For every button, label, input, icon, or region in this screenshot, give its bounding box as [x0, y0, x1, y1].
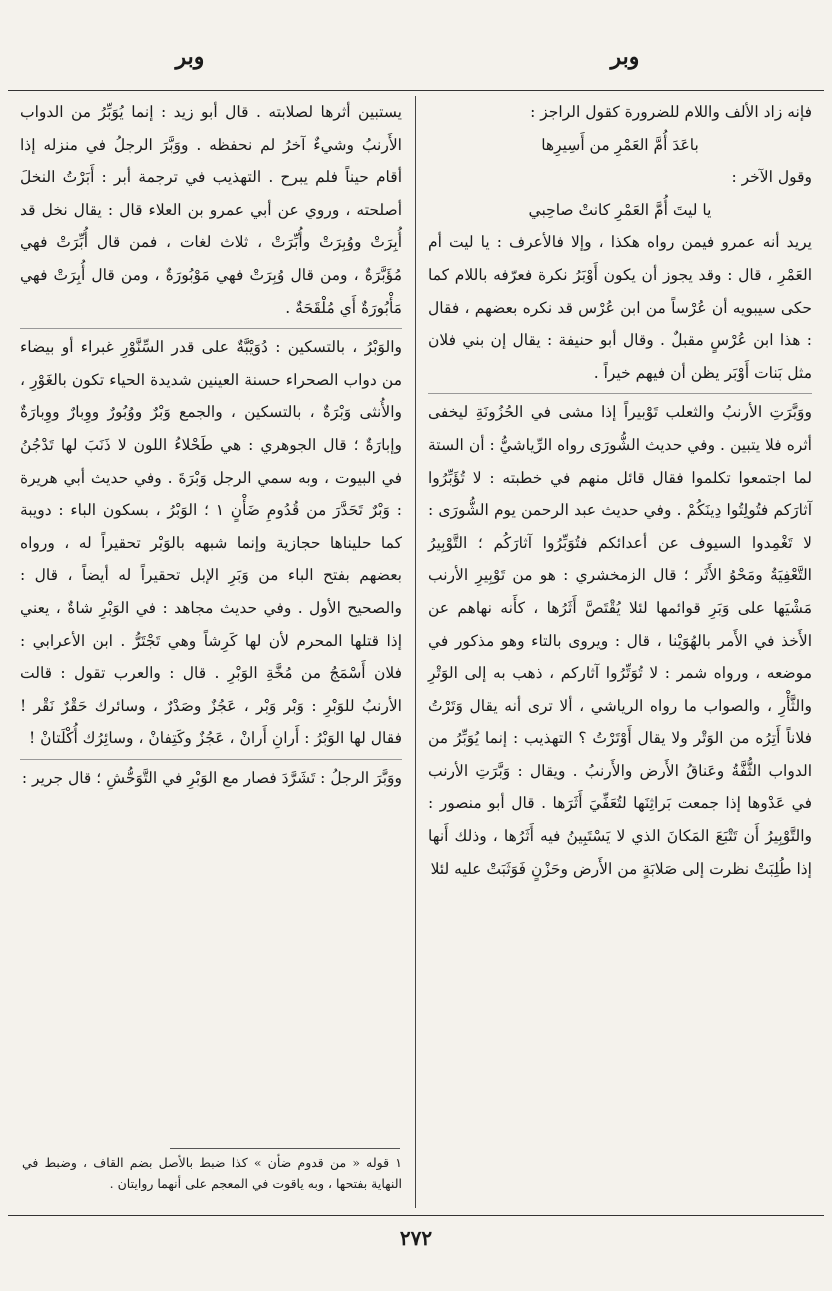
left-paragraph: يستبين أثرها لصلابته . قال أبو زيد : إنما يُوَبِّرُ من الدواب الأَرنبُ وشيءٌ آخرُ لم نحفظه . ووَبَّرَ الرجلُ في منزله إذا أقام حيناً فلم يبرح . التهذيب في ترجمة أبر : أَبَرْتُ النخلَ أصلحته ، وروي عن أبي عمرو بن العلاء قال : يقال نخل قد أُبِرَتْ ووُبِرَتْ وأُبِّرَتْ ، ثلاث لغات ، فمن قال أُبِّرَتْ فهي مُؤَبَّرَةٌ ، ومن قال وُبِرَتْ فهي مَوْبُورَةٌ ، ومن قال أُبِرَتْ فهي مَأْبُورَةٌ أَي مُلْقَحَةٌ .	[20, 103, 402, 317]
right-column	[428, 96, 812, 885]
right-paragraph: فإنه زاد الألف واللام للضرورة كقول الراجز :	[530, 103, 812, 121]
right-paragraph: ووَبَّرَتِ الأرنبُ والثعلب تَوْبيراً إذا مشى في الحُزُونَةِ ليخفى أثره فلا يتبين . وفي حديث الشُّورَى رواه الرِّياشيُّ : أن الستة لما اجتمعوا تكلموا فقال قائل منهم في خطبته : لا تُؤَبِّرُوا آثارَكم فتُولِتُوا دِينَكُمْ . وفي حديث عبد الرحمن يوم الشُّورَى : لا تَغْمِدوا السيوف عن أعدائكم فتُوَبِّرُوا آثارَكُم ؛ التَّوْبِيرُ التَّعْفِيَةُ ومَحْوُ الأَثَر ؛ قال الزمخشري : هو من تَوْبِيرِ الأرنب مَشْيَها على وَبَرِ قوائمها لئلا يُقْتَصَّ أَثَرُها ، كأَنه نهاهم عن الأَخذ في الأَمر بالهُوَيْنا ، قال : ويروى بالتاء وهو مذكور في موضعه ، ورواه شمر : لا تُوَتِّرُوا آثاركم ، ذهب به إلى الوَتْرِ والثَّأْرِ ، والصواب ما رواه الرياشي ، ألا ترى أنه يقال وَتَرْتُ فلاناً أَتِرُه من الوَتْر ولا يقال أَوْتَرْتُ ؟ التهذيب : إنما يُوَبِّرُ من الدواب الثُّفَّةُ وعَناقُ الأَرض والأَرنبُ . ويقال : وَبَّرَتِ الأرنب في عَدْوها إذا جمعت بَراثِنَها لتُعَفِّيَ أَثَرَها . قال أبو منصور : والتَّوْبِيرُ أَن تَتْبَعَ المَكانَ الذي لا يَسْتَبِينُ فيه أَثَرُها ، وذلك أَنها إذا طُلِبَتْ نظرت إلى صَلابَةٍ من الأَرض وحَزْنٍ فَوَثَبَتْ عليه لئلا	[428, 393, 812, 885]
running-header-left: وبر	[175, 44, 205, 70]
running-header-right: وبر	[610, 44, 640, 70]
verse-line: يا ليتَ أُمَّ العَمْرِ كانتْ صاحِبي	[528, 200, 712, 219]
left-paragraph: ووَبَّرَ الرجلُ : تَشَرَّدَ فصار مع الوَبْرِ في التَّوَحُّشِ ؛ قال جرير :	[20, 759, 402, 795]
footer-rule	[8, 1215, 824, 1216]
footnote: ١ قوله « من قدوم ضأن » كذا ضبط بالأصل بضم القاف ، وضبط في النهاية بفتحها ، وبه ياقوت في المعجم على أنهما روايتان .	[22, 1155, 402, 1191]
left-paragraph: والوَبْرُ ، بالتسكين : دُوَيْبَّةٌ على قدر السِّنَّوْرِ غبراء أو بيضاء من دواب الصحراء حسنة العينين شديدة الحياء تكون بالغَوْرِ ، والأُنثى وَبْرَةٌ ، بالتسكين ، والجمع وَبْرٌ ووُبُورٌ ووِبارٌ ووِبارَةٌ وإبارَةٌ ؛ قال الجوهري : هي طَحْلاءُ اللون لا ذَنَبَ لها تَدْجُنُ في البيوت ، وبه سمي الرجل وَبْرَةَ . وفي حديث أبي هريرة : وَبْرٌ تَحَدَّرَ من قُدُومِ ضَأْنٍ ١ ؛ الوَبْرُ ، بسكون الباء : دويبة كما حليناها حجازية وإنما شبهه بالوَبْر تحقيراً له ، ورواه بعضهم بفتح الباء من وَبَرِ الإبل تحقيراً له أيضاً ، قال : والصحيح الأول . وفي حديث مجاهد : في الوَبْرِ شاةٌ ، يعني إذا قتلها المحرم لأن لها كَرِشاً وهي تَجْتَرُّ . ابن الأعرابي : فلان أَسْمَجُ من مُخَّةِ الوَبْرِ . قال : والعرب تقول : قالت الأرنبُ للوَبْرِ : وَبْر وَبْر ، عَجُزٌ وصَدْرٌ ، وسائرك حَقْرٌ نَقْر ! فقال لها الوَبْرُ : أَرانِ أَرانْ ، عَجُزٌ وكَتِفانْ ، وسائِرُك أُكْلَتانْ !	[20, 328, 402, 755]
right-paragraph: يريد أنه عمرو فيمن رواه هكذا ، وإلا فالأعرف : يا ليت أم العَمْرِ ، قال : وقد يجوز أن يكون أَوْبَرُ نكرة فعرّفه باللام كما حكى سيبويه أن عُرْساً من ابن عُرْس قد نكره بعضهم ، فقال : هذا ابن عُرْسٍ مقبلٌ . وقال أبو حنيفة : يقال إن بني فلان مثل بَنات أَوْبَر يظن أن فيهم خيراً .	[428, 233, 812, 382]
column-divider	[415, 96, 416, 1208]
verse-line: باعَدَ أُمَّ العَمْرِ من أَسِيرِها	[541, 135, 699, 154]
footnote-rule	[170, 1148, 400, 1149]
left-column	[20, 96, 402, 794]
header-rule	[8, 90, 824, 91]
page-number: ٢٧٢	[399, 1226, 433, 1250]
right-paragraph: وقول الآخر :	[731, 168, 812, 187]
